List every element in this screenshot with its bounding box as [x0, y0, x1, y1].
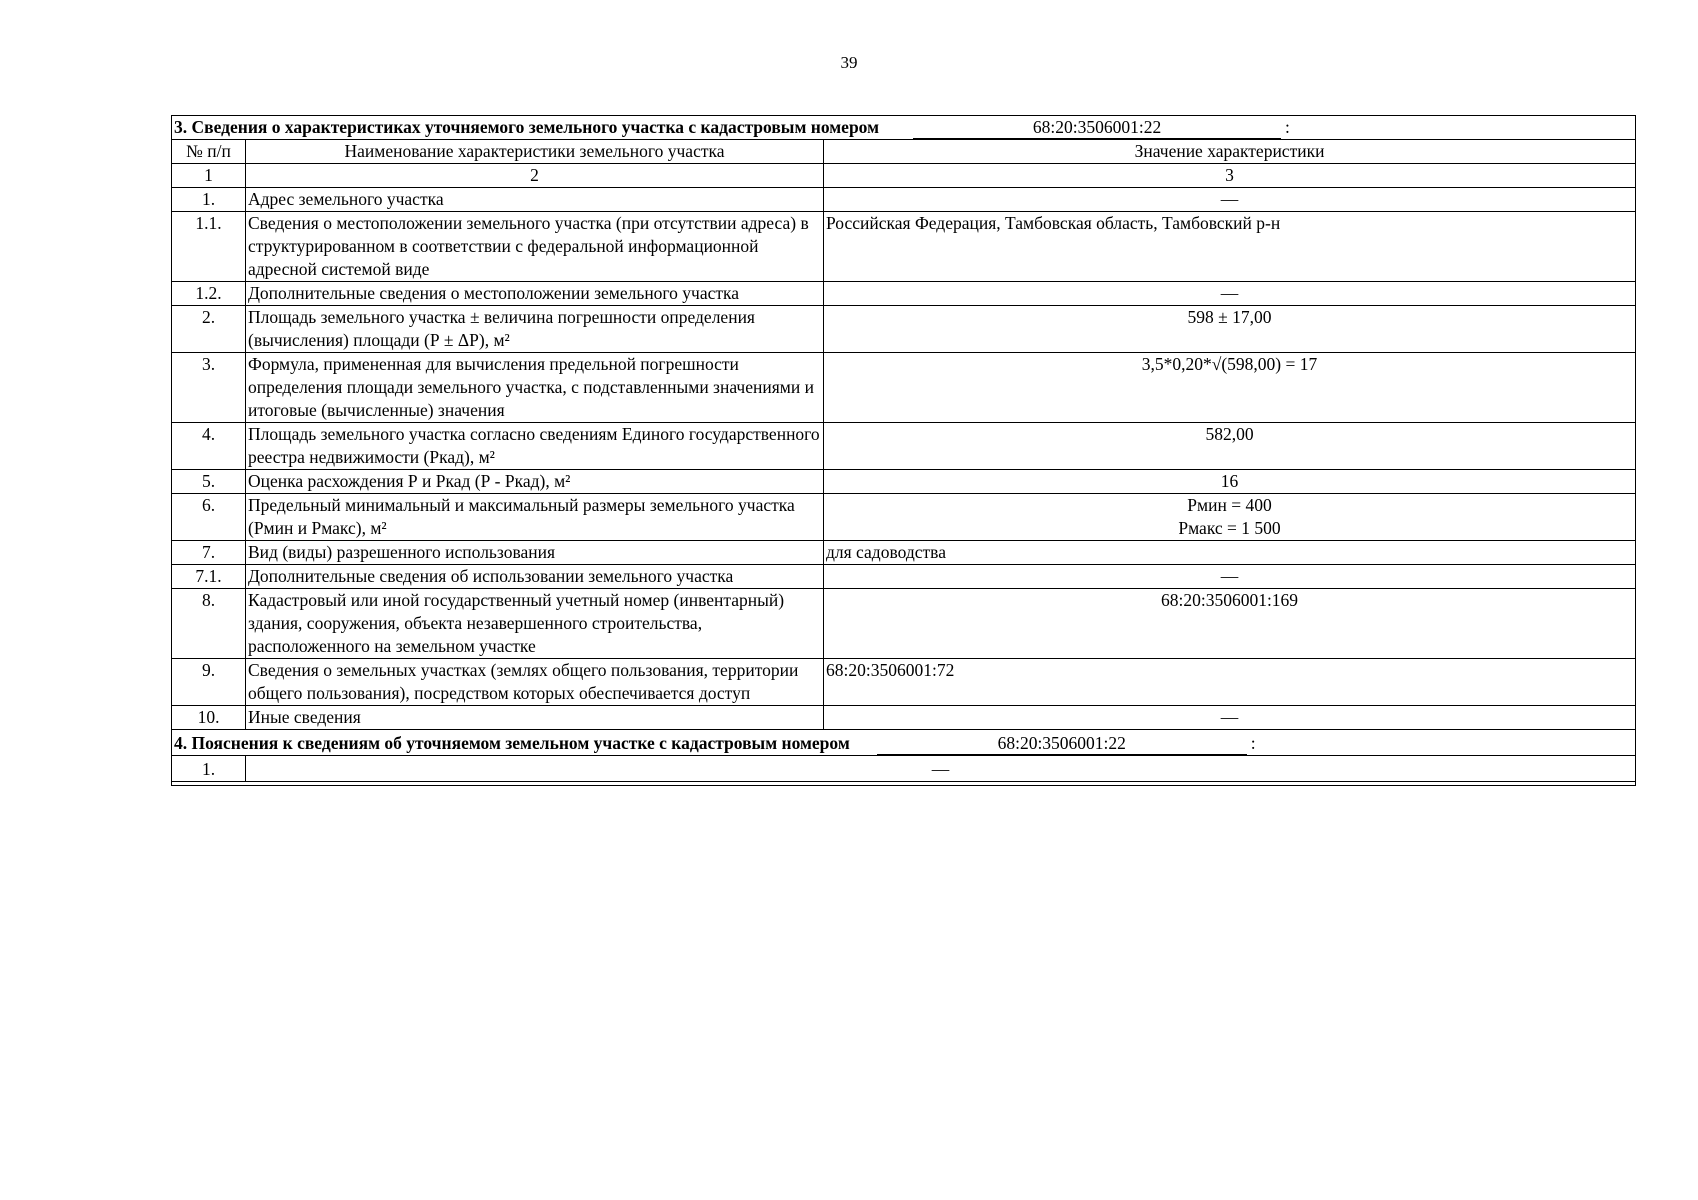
section-4-header-row [172, 730, 1636, 756]
row-value: 68:20:3506001:72 [824, 659, 1636, 706]
row-value: 68:20:3506001:169 [824, 589, 1636, 659]
row-value: — [824, 565, 1636, 589]
row-name: Оценка расхождения Р и Ркад (Р - Ркад), м² [246, 470, 824, 494]
row-num: 4. [172, 423, 246, 470]
table-row [172, 659, 1636, 706]
table-row [172, 423, 1636, 470]
column-number-3: 3 [824, 164, 1636, 188]
row-num: 1.2. [172, 282, 246, 306]
row-name: Дополнительные сведения об использовании земельного участка [246, 565, 824, 589]
header-name: Наименование характеристики земельного участка [246, 140, 824, 164]
table-row [172, 470, 1636, 494]
header-value: Значение характеристики [824, 140, 1636, 164]
section-4-row-num: 1. [172, 756, 246, 782]
row-num: 1.1. [172, 212, 246, 282]
row-value: — [824, 706, 1636, 730]
section-3-header-row [172, 116, 1636, 140]
row-name: Адрес земельного участка [246, 188, 824, 212]
row-value: — [824, 282, 1636, 306]
row-num: 9. [172, 659, 246, 706]
column-numbers-row [172, 164, 1636, 188]
row-value-min: Рмин = 400 [1187, 495, 1272, 515]
column-number-1: 1 [172, 164, 246, 188]
row-num: 10. [172, 706, 246, 730]
section-3-header-cell [172, 116, 1636, 140]
table-row [172, 188, 1636, 212]
row-value: — [824, 188, 1636, 212]
table-row [172, 282, 1636, 306]
section-3-title: 3. Сведения о характеристиках уточняемого земельного участка с кадастровым номером [174, 117, 880, 137]
section-4-cadastral-number: 68:20:3506001:22 [877, 732, 1247, 755]
row-name: Формула, примененная для вычисления предельной погрешности определения площади земельного участка, с подставленными значениями и итоговые (вычисленные) значения [246, 353, 824, 423]
row-name: Иные сведения [246, 706, 824, 730]
row-num: 2. [172, 306, 246, 353]
table-header-row [172, 140, 1636, 164]
row-num: 7. [172, 541, 246, 565]
row-name: Площадь земельного участка ± величина погрешности определения (вычисления) площади (Р ± ΔР), м² [246, 306, 824, 353]
section-4-row-text: — [246, 756, 1636, 782]
row-name: Сведения о земельных участках (землях общего пользования, территории общего пользования), посредством которых обеспечивается доступ [246, 659, 824, 706]
row-num: 1. [172, 188, 246, 212]
row-name: Предельный минимальный и максимальный размеры земельного участка (Рмин и Рмакс), м² [246, 494, 824, 541]
row-value-max: Рмакс = 1 500 [1178, 518, 1281, 538]
row-name: Вид (виды) разрешенного использования [246, 541, 824, 565]
table-row [172, 756, 1636, 782]
page-number: 39 [840, 53, 858, 72]
table-row [172, 494, 1636, 541]
row-value: для садоводства [824, 541, 1636, 565]
row-num: 5. [172, 470, 246, 494]
section-4-colon: : [1250, 733, 1256, 753]
row-value: 582,00 [824, 423, 1636, 470]
row-value-min-max [824, 494, 1636, 541]
table-bottom-rule-cell [172, 782, 1636, 786]
table-row [172, 212, 1636, 282]
table-row [172, 353, 1636, 423]
row-name: Площадь земельного участка согласно сведениям Единого государственного реестра недвижимости (Ркад), м² [246, 423, 824, 470]
table-row [172, 541, 1636, 565]
row-num: 7.1. [172, 565, 246, 589]
row-num: 6. [172, 494, 246, 541]
row-num: 3. [172, 353, 246, 423]
section-4-header-cell [172, 730, 1636, 756]
table-bottom-rule [172, 782, 1636, 786]
section-3-colon: : [1285, 117, 1290, 137]
table-row [172, 589, 1636, 659]
section-4-title: 4. Пояснения к сведениям об уточняемом земельном участке с кадастровым номером [174, 733, 850, 753]
row-name: Кадастровый или иной государственный учетный номер (инвентарный) здания, сооружения, объекта незавершенного строительства, расположенного на земельном участке [246, 589, 824, 659]
table-row [172, 565, 1636, 589]
header-num: № п/п [172, 140, 246, 164]
row-value: 16 [824, 470, 1636, 494]
row-name: Сведения о местоположении земельного участка (при отсутствии адреса) в структурированном в соответствии с федеральной информационной адресной системой виде [246, 212, 824, 282]
table-row [172, 306, 1636, 353]
row-value: Российская Федерация, Тамбовская область, Тамбовский р-н [824, 212, 1636, 282]
row-num: 8. [172, 589, 246, 659]
section-3-cadastral-number: 68:20:3506001:22 [913, 116, 1281, 139]
column-number-2: 2 [246, 164, 824, 188]
table-row [172, 706, 1636, 730]
row-value: 3,5*0,20*√(598,00) = 17 [824, 353, 1636, 423]
cadastral-characteristics-table [171, 115, 1636, 786]
row-name: Дополнительные сведения о местоположении земельного участка [246, 282, 824, 306]
row-value: 598 ± 17,00 [824, 306, 1636, 353]
